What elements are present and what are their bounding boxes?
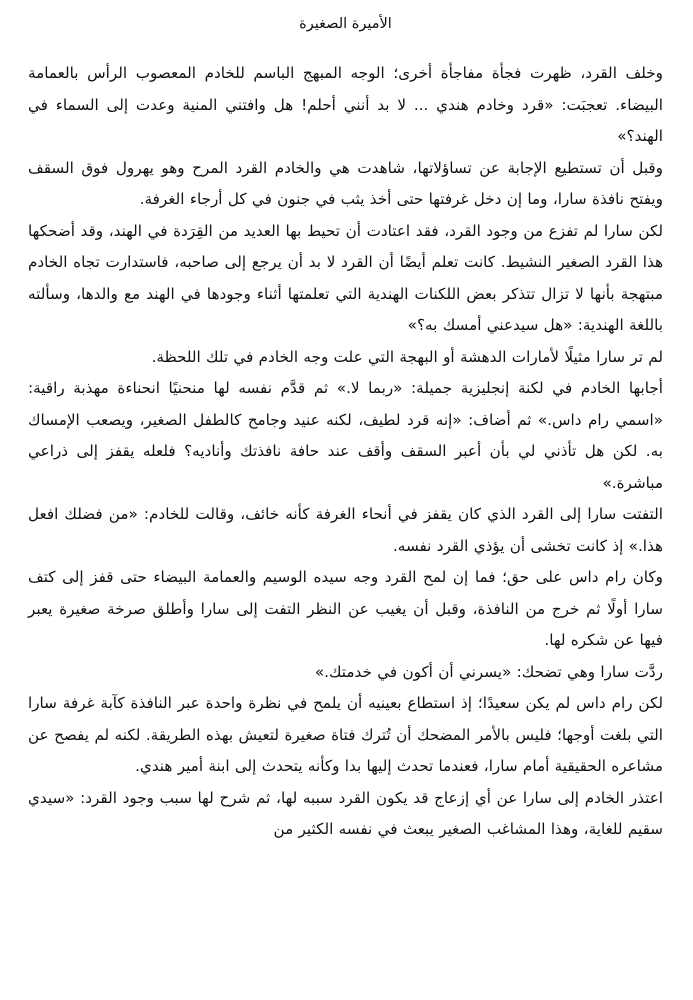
page-body — [28, 58, 663, 846]
paragraph: وخلف القرد، ظهرت فجأة مفاجأة أخرى؛ الوجه المبهج الباسم للخادم المعصوب الرأس بالعمامة البيضاء. تعجبَت: «قرد وخادم هندي ... لا بد أنني أحلم! هل وافتني المنية وعدت إلى السماء في الهند؟» — [28, 64, 663, 145]
paragraph: وقبل أن تستطيع الإجابة عن تساؤلاتها، شاهدت هي والخادم القرد المرح وهو يهرول فوق السقف ويفتح نافذة سارا، وما إن دخل غرفتها حتى أخذ يثب في جنون في كل أرجاء الغرفة. — [28, 158, 663, 208]
running-header: الأميرة الصغيرة — [299, 16, 392, 32]
paragraph: ردَّت سارا وهي تضحك: «يسرني أن أكون في خدمتك.» — [314, 662, 663, 681]
paragraph: لم تر سارا مثيلًا لأمارات الدهشة أو البهجة التي علت وجه الخادم في تلك اللحظة. — [151, 347, 663, 366]
paragraph: وكان رام داس على حق؛ فما إن لمح القرد وجه سيده الوسيم والعمامة البيضاء حتى قفز إلى كتف سارا أولًا ثم خرج من النافذة، وقبل أن يغيب عن النظر التفت إلى سارا وأطلق صرخة صغيرة يعبر فيها عن شكره لها. — [28, 568, 663, 649]
paragraph: لكن رام داس لم يكن سعيدًا؛ إذ استطاع بعينيه أن يلمح في نظرة واحدة عبر النافذة كآبة غرفة سارا التي بلغت أوجها؛ فليس بالأمر المضحك أن تُترك فتاة صغيرة لتعيش بهذه الطريقة. لكنه لم يفصح عن مشاعره الحقيقية أمام سارا، فعندما تحدث إليها بدا وكأنه يتحدث إلى ابنة أمير هندي. — [28, 694, 663, 775]
paragraph: أجابها الخادم في لكنة إنجليزية جميلة: «ربما لا.» ثم قدَّم نفسه لها منحنيًا انحناءة مهذبة راقية: «اسمي رام داس.» ثم أضاف: «إنه قرد لطيف، لكنه عنيد وجامح كالطفل الصغير، ويصعب الإمساك به. لكن هل تأذني لي بأن أعبر السقف وأقف عند حافة نافذتك وأناديه؟ فلعله يقفز إلى ذراعي مباشرة.» — [28, 379, 663, 492]
paragraph: اعتذر الخادم إلى سارا عن أي إزعاج قد يكون القرد سببه لها، ثم شرح لها سبب وجود القرد: «سيدي سقيم للغاية، وهذا المشاغب الصغير يبعث في نفسه الكثير من — [28, 788, 663, 838]
paragraph: التفتت سارا إلى القرد الذي كان يقفز في أنحاء الغرفة كأنه خائف، وقالت للخادم: «من فضلك افعل هذا.» إذ كانت تخشى أن يؤذي القرد نفسه. — [28, 505, 663, 555]
paragraph: لكن سارا لم تفزع من وجود القرد، فقد اعتادت أن تحيط بها العديد من القِرَدة في الهند، وقد أضحكها هذا القرد الصغير النشيط. كانت تعلم أيضًا أن القرد لا بد أن يرجع إلى صاحبه، فاستدارت تجاه الخادم مبتهجة بأنها لا تزال تتذكر بعض اللكنات الهندية التي تعلمتها أثناء وجودها في الهند مع والدها، وسألته باللغة الهندية: «هل سيدعني أمسك به؟» — [28, 221, 663, 334]
